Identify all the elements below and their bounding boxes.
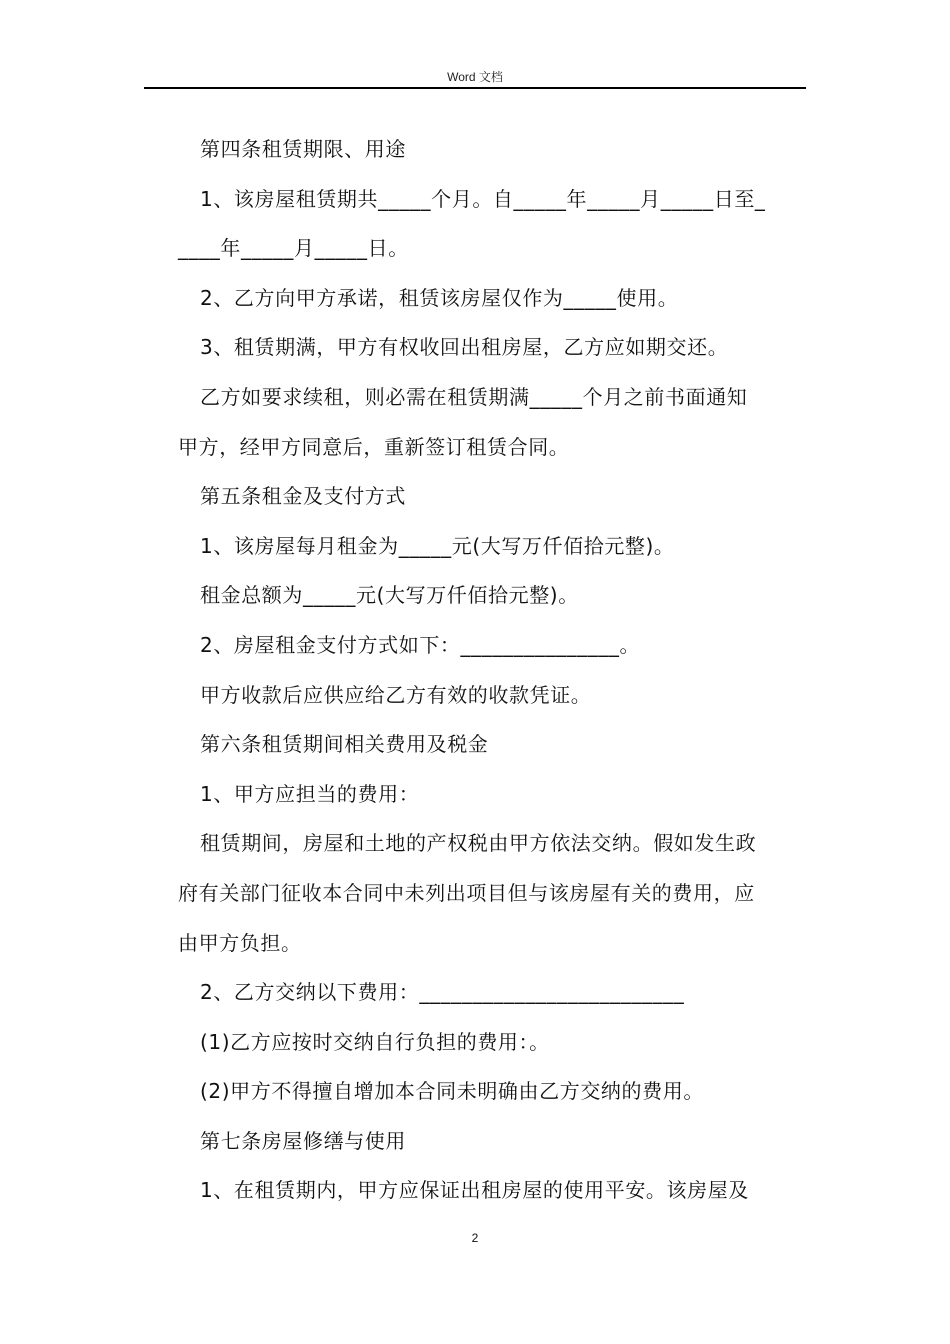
text-line: 乙方如要求续租，则必需在租赁期满_____个月之前书面通知	[200, 384, 748, 409]
text-line: 1、该房屋每月租金为_____元(大写万仟佰拾元整)。	[200, 533, 675, 558]
text-line: 由甲方负担。	[178, 930, 302, 955]
text-line: 2、乙方向甲方承诺，租赁该房屋仅作为_____使用。	[200, 285, 679, 310]
text-line: 1、甲方应担当的费用：	[200, 781, 420, 806]
text-line: 租金总额为_____元(大写万仟佰拾元整)。	[200, 583, 579, 608]
text-line: ____年_____月_____日。	[178, 236, 409, 261]
header-rule	[144, 87, 806, 89]
text-line: 甲方，经甲方同意后，重新签订租赁合同。	[178, 434, 570, 459]
text-line: 甲方收款后应供应给乙方有效的收款凭证。	[200, 682, 592, 707]
page-header: Word 文档	[447, 70, 503, 84]
text-line: 第五条租金及支付方式	[200, 484, 406, 509]
text-line: (1)乙方应按时交纳自行负担的费用：。	[200, 1029, 550, 1054]
text-line: (2)甲方不得擅自增加本合同未明确由乙方交纳的费用。	[200, 1079, 704, 1104]
text-line: 府有关部门征收本合同中未列出项目但与该房屋有关的费用，应	[178, 880, 755, 905]
text-line: 1、在租赁期内，甲方应保证出租房屋的使用平安。该房屋及	[200, 1178, 749, 1203]
text-line: 2、房屋租金支付方式如下：_______________。	[200, 632, 641, 657]
text-line: 3、租赁期满，甲方有权收回出租房屋，乙方应如期交还。	[200, 335, 729, 360]
text-line: 第四条租赁期限、用途	[200, 137, 406, 161]
text-line: 租赁期间，房屋和土地的产权税由甲方依法交纳。假如发生政	[200, 831, 757, 856]
text-line: 2、乙方交纳以下费用：_________________________	[200, 980, 685, 1005]
text-line: 第六条租赁期间相关费用及税金	[200, 732, 489, 757]
document-body	[178, 125, 808, 1216]
page-number: 2	[471, 1231, 479, 1245]
text-line: 第七条房屋修缮与使用	[200, 1128, 406, 1153]
text-line: 1、该房屋租赁期共_____个月。自_____年_____月_____日至_	[200, 186, 766, 211]
